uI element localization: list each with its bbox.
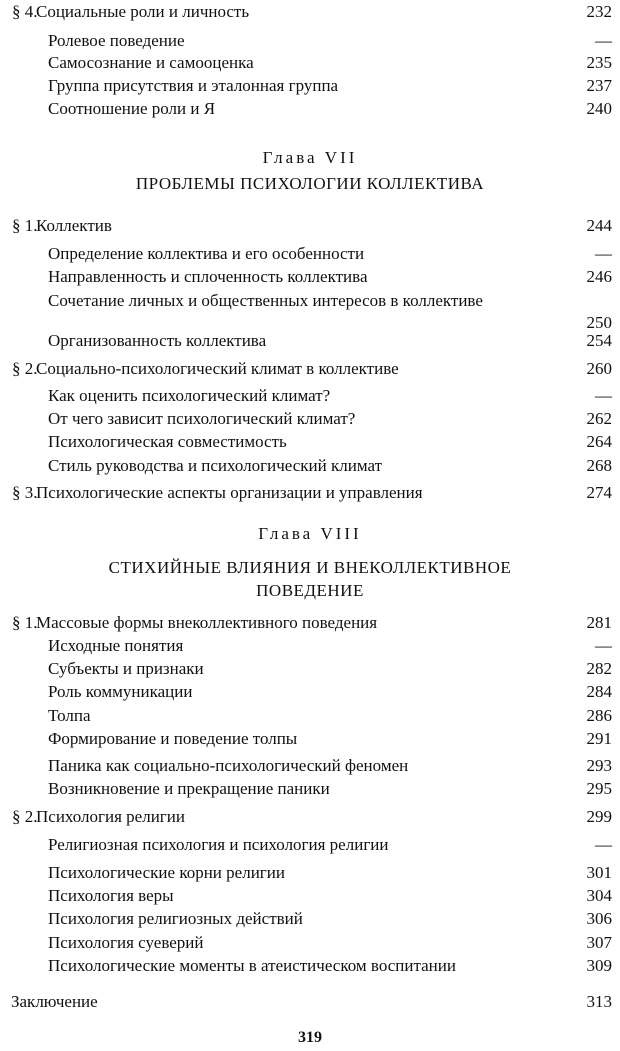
- page-number: 262: [586, 409, 612, 428]
- page-number: 232: [586, 2, 612, 21]
- entry-title: Группа присутствия и эталонная группа: [48, 76, 339, 95]
- entry-title: Формирование и поведение толпы: [48, 729, 298, 748]
- page-number: 254: [586, 331, 612, 350]
- section-number: § 2.: [12, 359, 38, 378]
- chapter-title-line-1: СТИХИЙНЫЕ ВЛИЯНИЯ И ВНЕКОЛЛЕКТИВНОЕ: [108, 558, 512, 577]
- page-number: 291: [586, 729, 612, 748]
- page-number: 237: [586, 76, 612, 95]
- chapter-title-line-2: ПОВЕДЕНИЕ: [256, 581, 364, 600]
- entry-title: Психология религиозных действий: [48, 909, 303, 928]
- entry-title: Исходные понятия: [48, 636, 184, 655]
- entry-title: Психологические корни религии: [48, 863, 285, 882]
- page-number: 299: [586, 807, 612, 826]
- page-number: —: [595, 835, 612, 854]
- entry-title: Психологические моменты в атеистическом воспитании: [48, 956, 456, 975]
- chapter-label: Глава VII: [262, 148, 358, 167]
- page-number: 282: [586, 659, 612, 678]
- entry-title: Психологическая совместимость: [48, 432, 287, 451]
- page-number: 313: [586, 992, 612, 1011]
- entry-title: Сочетание личных и общественных интересов в коллективе: [48, 291, 483, 310]
- section-title: Психология религии: [36, 807, 185, 826]
- section-number: § 2.: [12, 807, 38, 826]
- page-number: 260: [586, 359, 612, 378]
- page-number: 301: [586, 863, 612, 882]
- entry-title: Ролевое поведение: [48, 31, 185, 50]
- entry-title: Толпа: [48, 706, 91, 725]
- section-title: Социально-психологический климат в коллективе: [36, 359, 399, 378]
- page-number: 284: [586, 682, 612, 701]
- page-number: 295: [586, 779, 612, 798]
- entry-title: Субъекты и признаки: [48, 659, 204, 678]
- page-number: 246: [586, 267, 612, 286]
- page-number: 235: [586, 53, 612, 72]
- section-number: § 1.: [12, 613, 38, 632]
- page-number: 306: [586, 909, 612, 928]
- page-number: 281: [586, 613, 612, 632]
- page-number: —: [595, 244, 612, 263]
- page-number: 286: [586, 706, 612, 725]
- entry-title: Роль коммуникации: [48, 682, 193, 701]
- toc-entry: [0, 290, 620, 334]
- entry-title: Самосознание и самооценка: [48, 53, 254, 72]
- page-number: 250: [586, 313, 612, 332]
- entry-title: Психология суеверий: [48, 933, 204, 952]
- page-number: —: [595, 386, 612, 405]
- page-folio: 319: [298, 1029, 322, 1046]
- entry-title: Паника как социально-психологический феномен: [48, 756, 409, 775]
- page-number: 304: [586, 886, 612, 905]
- section-title: Коллектив: [36, 216, 112, 235]
- section-number: § 1.: [12, 216, 38, 235]
- page-number: 240: [586, 99, 612, 118]
- entry-title: От чего зависит психологический климат?: [48, 409, 356, 428]
- entry-title: Стиль руководства и психологический климат: [48, 456, 382, 475]
- page-number: —: [595, 636, 612, 655]
- chapter-title: ПРОБЛЕМЫ ПСИХОЛОГИИ КОЛЛЕКТИВА: [135, 174, 485, 193]
- section-number: § 4.: [12, 2, 38, 21]
- entry-title: Соотношение роли и Я: [48, 99, 216, 118]
- page-number: 293: [586, 756, 612, 775]
- entry-title: Определение коллектива и его особенности: [48, 244, 365, 263]
- page-number: 244: [586, 216, 612, 235]
- page-number: 307: [586, 933, 612, 952]
- entry-title: Психология веры: [48, 886, 174, 905]
- entry-title: Направленность и сплоченность коллектива: [48, 267, 368, 286]
- conclusion-title: Заключение: [11, 992, 98, 1011]
- entry-title: Возникновение и прекращение паники: [48, 779, 330, 798]
- section-number: § 3.: [12, 483, 38, 502]
- page-number: 309: [586, 956, 612, 975]
- page-number: —: [595, 31, 612, 50]
- section-title: Социальные роли и личность: [36, 2, 250, 21]
- page-number: 264: [586, 432, 612, 451]
- entry-title: Как оценить психологический климат?: [48, 386, 331, 405]
- section-title: Массовые формы внеколлективного поведения: [36, 613, 378, 632]
- section-title: Психологические аспекты организации и управления: [36, 483, 423, 502]
- entry-title: Религиозная психология и психология религии: [48, 835, 389, 854]
- page-number: 274: [586, 483, 612, 502]
- page-number: 268: [586, 456, 612, 475]
- chapter-label: Глава VIII: [258, 524, 362, 543]
- entry-title: Организованность коллектива: [48, 331, 267, 350]
